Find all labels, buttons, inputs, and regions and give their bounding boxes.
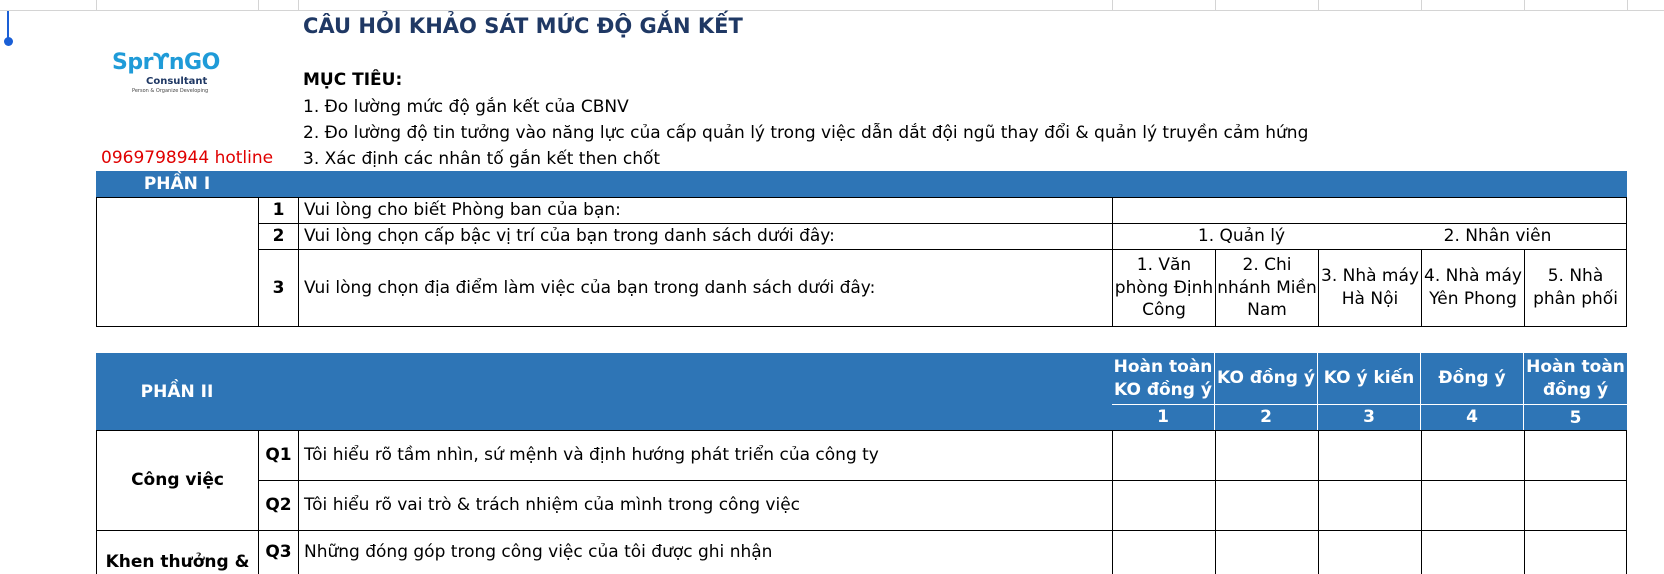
q1-answer-1[interactable]	[1112, 430, 1216, 481]
springo-logo	[112, 50, 232, 98]
question-text: Tôi hiểu rõ tầm nhìn, sứ mệnh và định hướng phát triển của công ty	[298, 430, 1113, 481]
group-label-work: Công việc	[96, 430, 259, 531]
q2-answer-1[interactable]	[1112, 480, 1216, 531]
grid-line	[298, 0, 299, 11]
question-text: Tôi hiểu rõ vai trò & trách nhiệm của mình trong công việc	[298, 480, 1113, 531]
q3-answer-4[interactable]	[1421, 530, 1525, 574]
part1-question: Vui lòng chọn cấp bậc vị trí của bạn trong danh sách dưới đây:	[298, 223, 1113, 250]
objective-item: 3. Xác định các nhân tố gắn kết then chốt	[303, 149, 661, 169]
scale-number: 5	[1524, 405, 1627, 431]
grid-line	[258, 0, 259, 11]
scale-label: Đồng ý	[1421, 353, 1524, 405]
q3-answer-5[interactable]	[1524, 530, 1627, 574]
q3-answer-3[interactable]	[1318, 530, 1422, 574]
position-option-manager[interactable]: 1. Quản lý	[1112, 223, 1370, 250]
grid-top-line	[0, 10, 1664, 11]
q2-answer-2[interactable]	[1215, 480, 1319, 531]
scale-number: 3	[1318, 405, 1421, 431]
q2-answer-5[interactable]	[1524, 480, 1627, 531]
q1-answer-4[interactable]	[1421, 430, 1525, 481]
scale-number: 4	[1421, 405, 1524, 431]
scale-label: KO ý kiến	[1318, 353, 1421, 405]
position-option-staff[interactable]: 2. Nhân viên	[1369, 223, 1627, 250]
group-label-rewards: Khen thưởng &	[96, 530, 259, 574]
question-code: Q3	[258, 530, 299, 574]
part1-side-cell[interactable]	[96, 197, 259, 327]
q3-answer-2[interactable]	[1215, 530, 1319, 574]
scale-label: Hoàn toàn đồng ý	[1524, 353, 1627, 405]
grid-line	[1627, 0, 1628, 11]
part1-header: PHẦN I	[96, 171, 258, 197]
part1-row-number: 3	[258, 249, 299, 327]
logo-subtitle: Consultant	[146, 76, 208, 87]
department-answer-cell[interactable]	[1112, 197, 1627, 224]
selection-handle-dot[interactable]	[4, 37, 13, 46]
scale-number: 1	[1112, 405, 1215, 431]
part1-question: Vui lòng cho biết Phòng ban của bạn:	[298, 197, 1113, 224]
part1-row-number: 1	[258, 197, 299, 224]
objective-label: MỤC TIÊU:	[303, 70, 403, 90]
q2-answer-4[interactable]	[1421, 480, 1525, 531]
grid-line	[1215, 0, 1216, 11]
grid-line	[96, 0, 97, 11]
part1-header-band	[258, 171, 1627, 197]
grid-line	[1318, 0, 1319, 11]
location-option[interactable]: 3. Nhà máy Hà Nội	[1318, 249, 1422, 327]
logo-wordmark: SprϒnGO	[112, 50, 220, 75]
objective-item: 2. Đo lường độ tin tưởng vào năng lực của cấp quản lý trong việc dẫn dắt đội ngũ thay đổi & quản lý truyền cảm hứng	[303, 123, 1309, 143]
grid-line	[1421, 0, 1422, 11]
hotline-text: 0969798944 hotline	[101, 148, 274, 168]
scale-label: Hoàn toàn KO đồng ý	[1112, 353, 1215, 405]
location-option[interactable]: 1. Văn phòng Định Công	[1112, 249, 1216, 327]
part2-header-band	[258, 353, 1112, 431]
question-code: Q1	[258, 430, 299, 481]
grid-line	[1112, 0, 1113, 11]
q3-answer-1[interactable]	[1112, 530, 1216, 574]
objective-item: 1. Đo lường mức độ gắn kết của CBNV	[303, 97, 629, 117]
logo-tagline: Person & Organize Developing	[132, 88, 209, 94]
location-option[interactable]: 5. Nhà phân phối	[1524, 249, 1627, 327]
q2-answer-3[interactable]	[1318, 480, 1422, 531]
scale-label: KO đồng ý	[1215, 353, 1318, 405]
survey-title: CÂU HỎI KHẢO SÁT MỨC ĐỘ GẮN KẾT	[303, 14, 743, 38]
grid-line	[1524, 0, 1525, 11]
location-option[interactable]: 2. Chi nhánh Miền Nam	[1215, 249, 1319, 327]
scale-number: 2	[1215, 405, 1318, 431]
part1-question: Vui lòng chọn địa điểm làm việc của bạn trong danh sách dưới đây:	[298, 249, 1113, 327]
part2-header: PHẦN II	[96, 353, 258, 431]
question-code: Q2	[258, 480, 299, 531]
q1-answer-5[interactable]	[1524, 430, 1627, 481]
location-option[interactable]: 4. Nhà máy Yên Phong	[1421, 249, 1525, 327]
q1-answer-3[interactable]	[1318, 430, 1422, 481]
question-text: Những đóng góp trong công việc của tôi được ghi nhận	[298, 530, 1113, 574]
part1-row-number: 2	[258, 223, 299, 250]
q1-answer-2[interactable]	[1215, 430, 1319, 481]
